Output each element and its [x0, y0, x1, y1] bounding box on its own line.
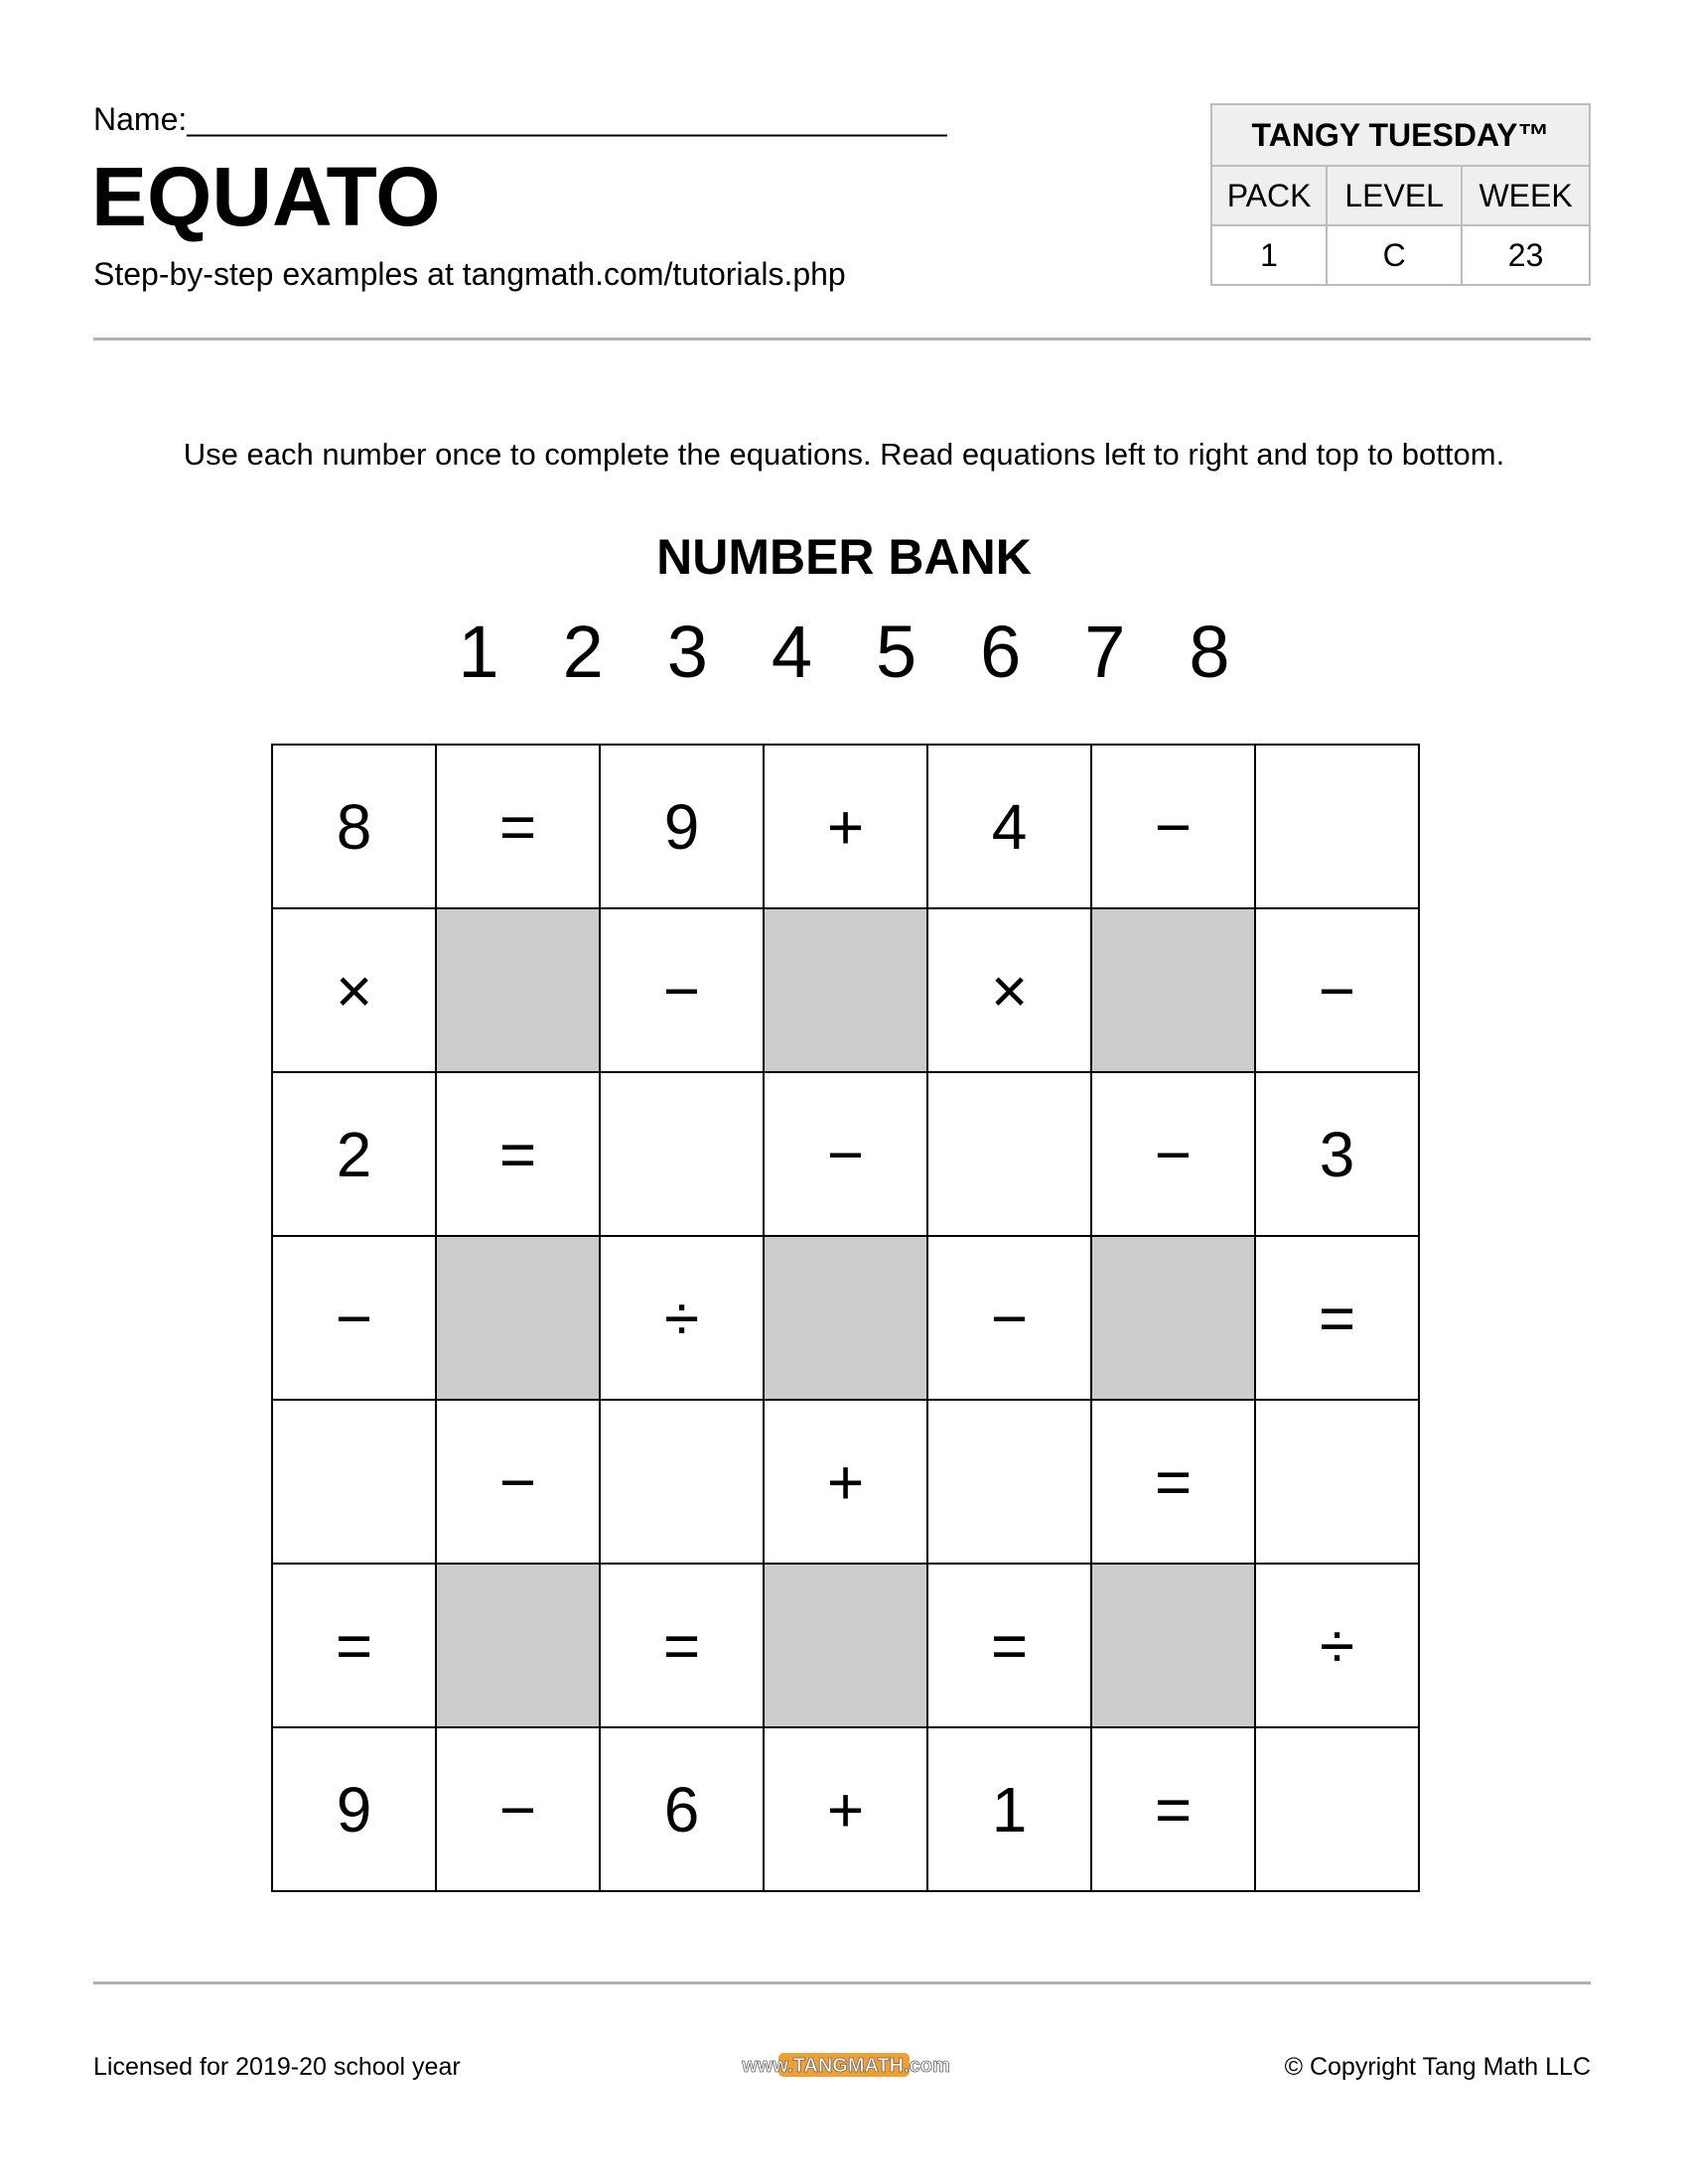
number-cell: 6	[601, 1728, 765, 1892]
operator-cell: −	[273, 1237, 437, 1401]
copyright-text: © Copyright Tang Math LLC	[1284, 2053, 1591, 2081]
header-divider	[93, 338, 1591, 341]
name-field-label: Name:___________________________________________	[93, 101, 947, 137]
operator-cell: −	[928, 1237, 1092, 1401]
shaded-cell	[765, 1237, 928, 1401]
instructions-text: Use each number once to complete the equations. Read equations left to right and top to bottom.	[183, 437, 1505, 472]
operator-cell: =	[437, 1073, 601, 1237]
operator-cell: +	[765, 1728, 928, 1892]
answer-cell[interactable]	[601, 1073, 765, 1237]
shaded-cell	[1092, 909, 1256, 1073]
operator-cell: −	[765, 1073, 928, 1237]
number-cell: 4	[928, 746, 1092, 909]
footer-divider	[93, 1981, 1591, 1984]
operator-cell: −	[1256, 909, 1420, 1073]
answer-cell[interactable]	[1256, 1401, 1420, 1565]
bank-number: 7	[1084, 611, 1126, 693]
shaded-cell	[1092, 1565, 1256, 1728]
bank-number: 3	[666, 611, 708, 693]
operator-cell: −	[1092, 746, 1256, 909]
number-bank-title: NUMBER BANK	[656, 529, 1032, 585]
license-text: Licensed for 2019-20 school year	[93, 2053, 461, 2081]
bank-number: 2	[562, 611, 604, 693]
pack-value: 1	[1211, 225, 1327, 285]
logo-text: www.TANGMATH.com	[742, 2055, 950, 2077]
level-label: LEVEL	[1327, 166, 1462, 225]
answer-cell[interactable]	[273, 1401, 437, 1565]
pack-label: PACK	[1211, 166, 1327, 225]
operator-cell: =	[273, 1565, 437, 1728]
shaded-cell	[437, 909, 601, 1073]
bank-number: 6	[980, 611, 1022, 693]
operator-cell: =	[1092, 1728, 1256, 1892]
operator-cell: =	[928, 1565, 1092, 1728]
shaded-cell	[765, 1565, 928, 1728]
operator-cell: =	[1256, 1237, 1420, 1401]
level-value: C	[1327, 225, 1462, 285]
bank-number: 5	[875, 611, 917, 693]
page-title: EQUATO	[91, 150, 441, 243]
week-label: WEEK	[1462, 166, 1590, 225]
operator-cell: +	[765, 746, 928, 909]
shaded-cell	[437, 1237, 601, 1401]
bank-number: 1	[458, 611, 499, 693]
tangmath-logo	[699, 2049, 993, 2081]
number-cell: 3	[1256, 1073, 1420, 1237]
number-cell: 2	[273, 1073, 437, 1237]
shaded-cell	[765, 909, 928, 1073]
number-cell: 8	[273, 746, 437, 909]
number-cell: 9	[273, 1728, 437, 1892]
shaded-cell	[437, 1565, 601, 1728]
operator-cell: −	[437, 1401, 601, 1565]
answer-cell[interactable]	[1256, 1728, 1420, 1892]
pack-table-heading: TANGY TUESDAY™	[1211, 104, 1590, 166]
bank-number: 8	[1189, 611, 1230, 693]
operator-cell: −	[601, 909, 765, 1073]
operator-cell: −	[437, 1728, 601, 1892]
tutorial-link-text: Step-by-step examples at tangmath.com/tutorials.php	[93, 256, 846, 292]
operator-cell: −	[1092, 1073, 1256, 1237]
operator-cell: ÷	[601, 1237, 765, 1401]
answer-cell[interactable]	[1256, 746, 1420, 909]
operator-cell: ÷	[1256, 1565, 1420, 1728]
pack-level-week-table	[1210, 103, 1591, 286]
answer-cell[interactable]	[928, 1073, 1092, 1237]
operator-cell: ×	[928, 909, 1092, 1073]
bank-number: 4	[771, 611, 812, 693]
equation-grid	[271, 744, 1420, 1892]
number-cell: 1	[928, 1728, 1092, 1892]
number-cell: 9	[601, 746, 765, 909]
operator-cell: +	[765, 1401, 928, 1565]
answer-cell[interactable]	[601, 1401, 765, 1565]
shaded-cell	[1092, 1237, 1256, 1401]
operator-cell: =	[437, 746, 601, 909]
week-value: 23	[1462, 225, 1590, 285]
operator-cell: =	[1092, 1401, 1256, 1565]
answer-cell[interactable]	[928, 1401, 1092, 1565]
number-bank	[437, 610, 1251, 694]
operator-cell: =	[601, 1565, 765, 1728]
operator-cell: ×	[273, 909, 437, 1073]
